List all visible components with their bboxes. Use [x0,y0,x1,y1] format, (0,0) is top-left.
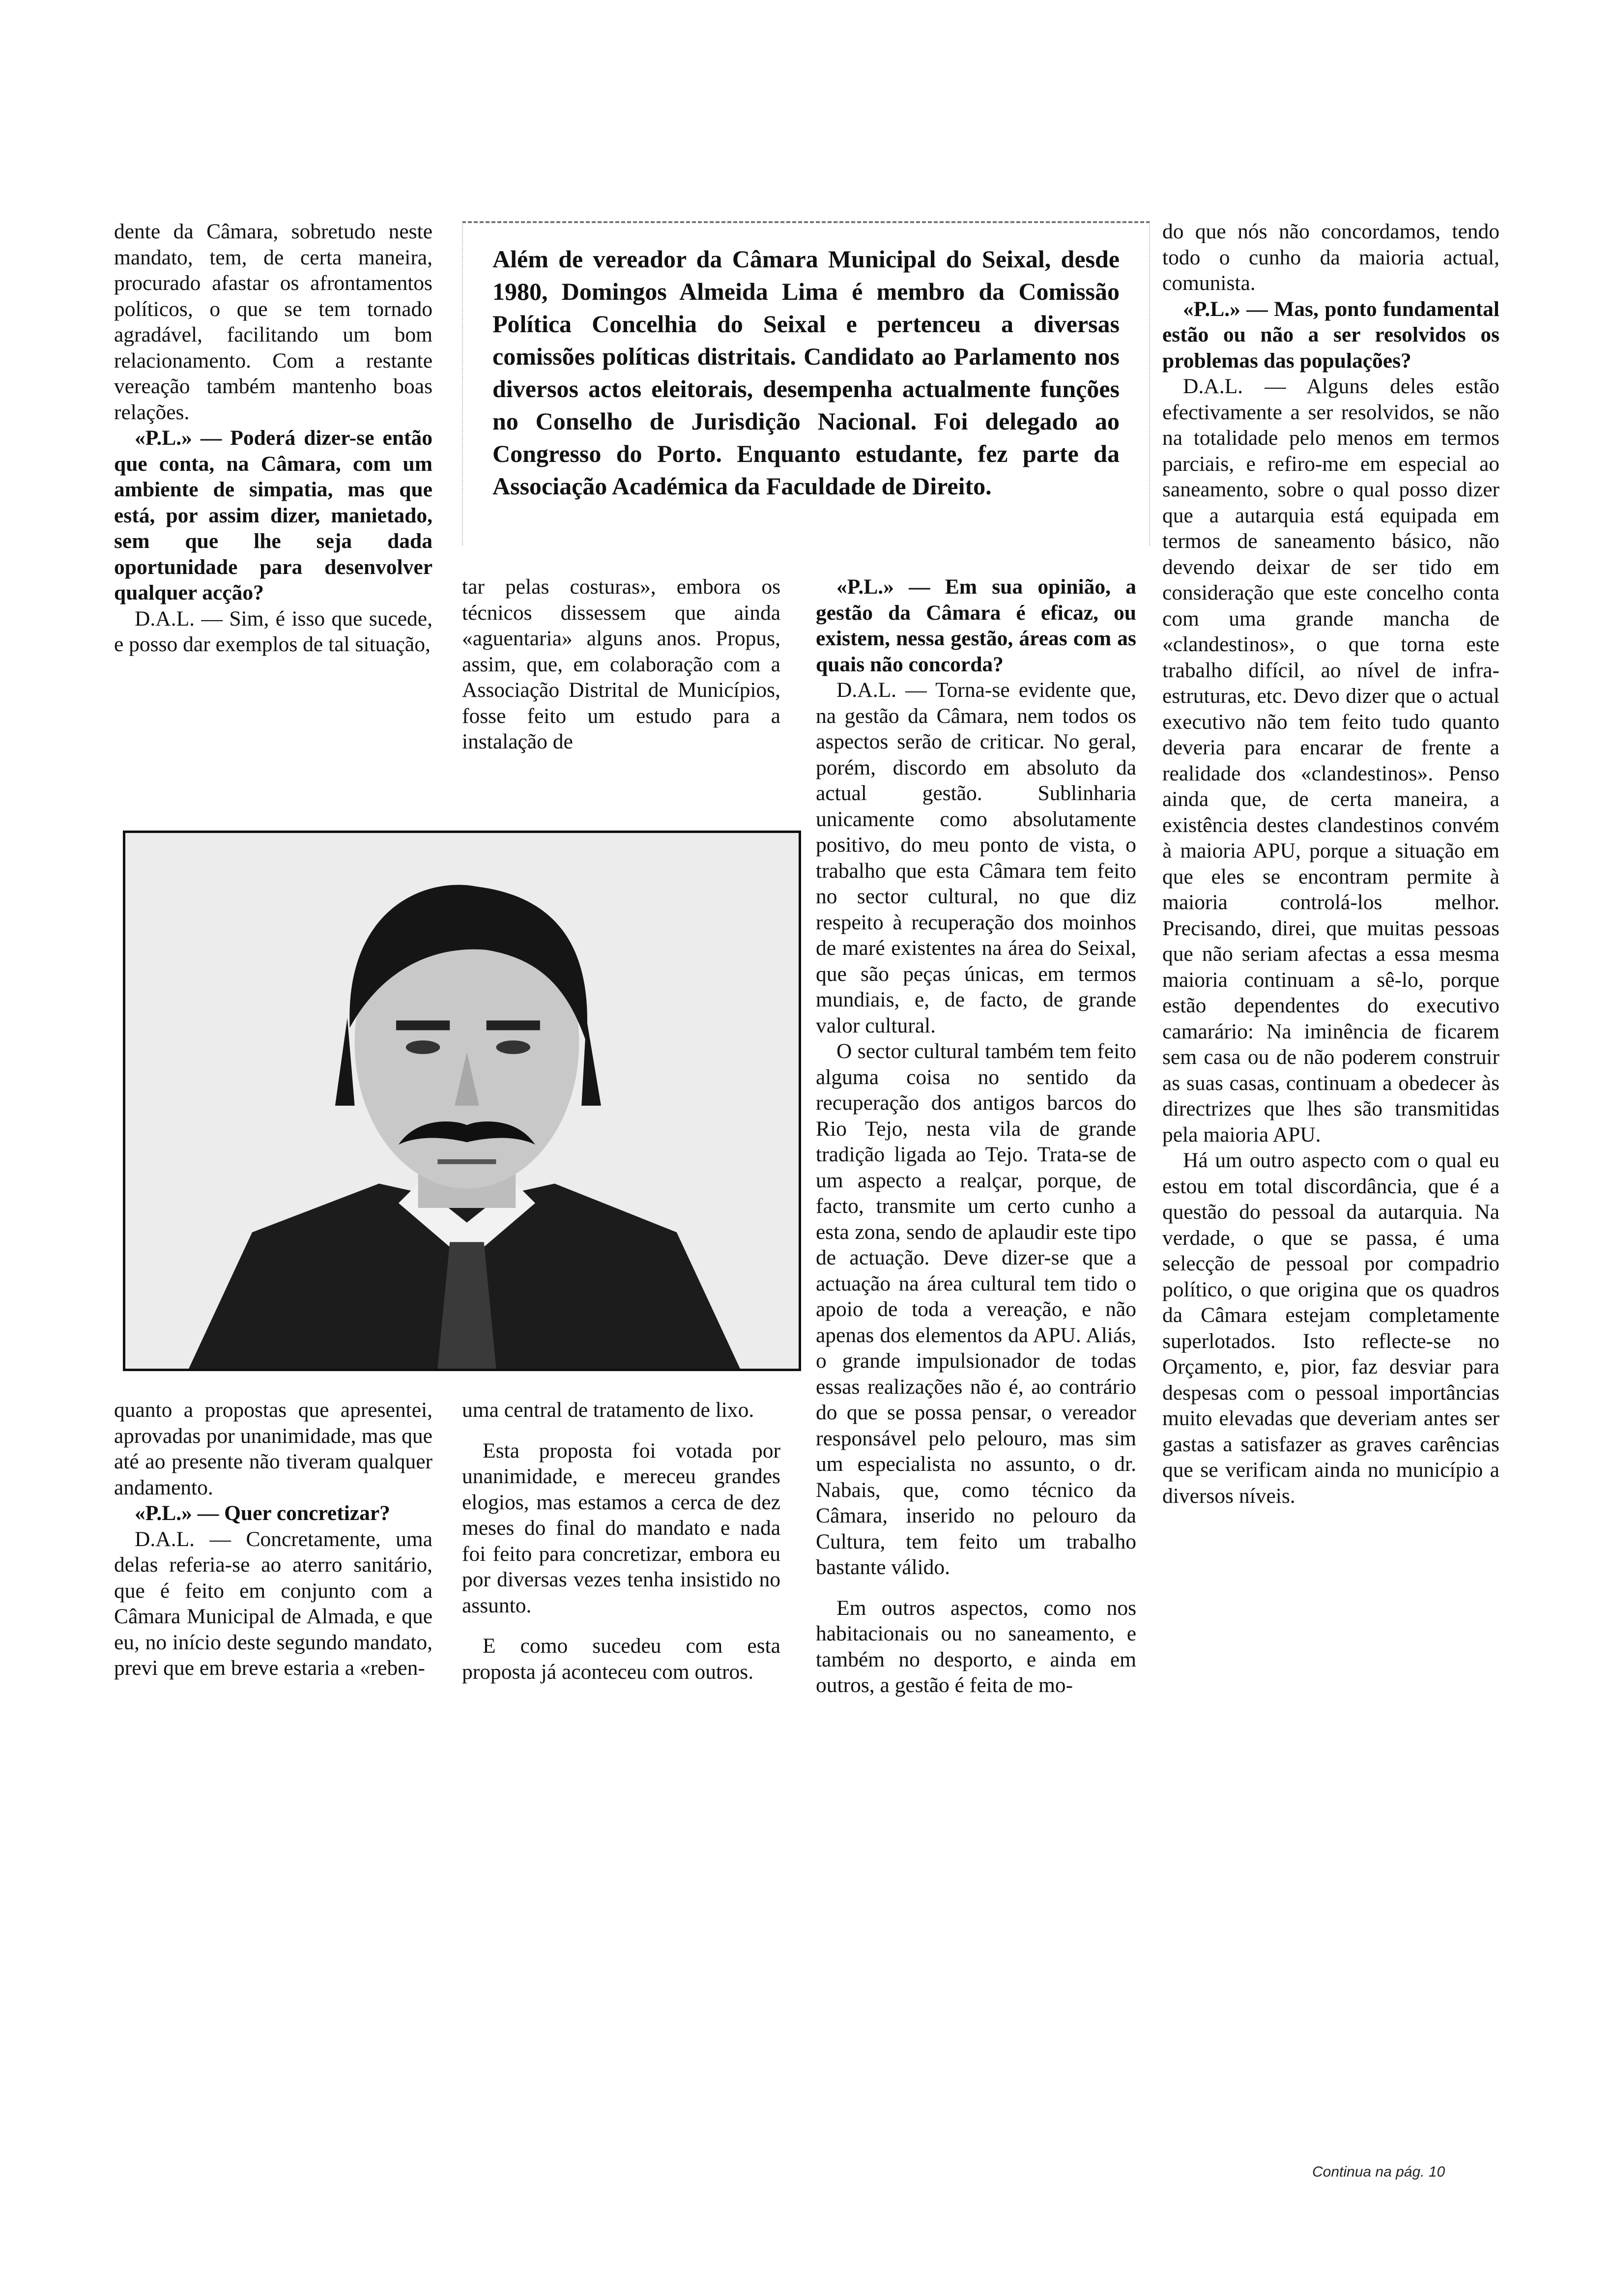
column-3 [816,574,1136,1698]
continued-note: Continua na pág. 10 [1312,2164,1445,2180]
bio-text: Além de vereador da Câmara Municipal do Seixal, desde 1980, Domingos Almeida Lima é membro da Comissão Política Concelhia do Seixal e pertenceu a diversas comissões políticas distritais. Candidato ao Parlamento nos diversos actos eleitorais, desempenha actualmente funções no Conselho de Jurisdição Nacional. Foi delegado ao Congresso do Porto. Enquanto estudante, fez parte da Associação Académica da Faculdade de Direito. [492,245,1120,500]
paragraph: tar pelas costuras», embora os técnicos dissessem que ainda «aguentaria» alguns anos. Propus, assim, que, em colaboração com a Associação Distrital de Municípios, fosse feito um estudo para a instalação de [462,575,780,753]
bio-box [462,221,1150,545]
paragraph: O sector cultural também tem feito alguma coisa no sentido da recuperação dos antigos barcos do Rio Tejo, nesta vila de grande tradição ligada ao Tejo. Trata-se de um aspecto a realçar, porque, de facto, transmite um certo cunho a esta zona, sendo de aplaudir este tipo de actuação. Deve dizer-se que a actuação na área cultural tem tido o apoio de toda a vereação, e não apenas dos elementos da APU. Aliás, o grande impulsionador de todas essas realizações não é, ao contrário do que se possa pensar, o vereador responsável pelo pelouro, mas sim um especialista no assunto, o dr. Nabais, que, como técnico da Câmara, inserido no pelouro da Cultura, tem feito um trabalho bastante válido. [816,1039,1136,1579]
paragraph: Há um outro aspecto com o qual eu estou em total discordância, que é a questão do pessoal da autarquia. Na verdade, o que se passa, é uma selecção de pessoal por compadrio político, o que origina que os quadros da Câmara estejam completamente superlotados. Isto reflecte-se no Orçamento, e, pior, faz desviar para despesas com o pessoal importâncias muito elevadas que deveriam antes ser gastas a satisfazer as graves carências que se verificam ainda no município a diversos níveis. [1162,1148,1499,1508]
column-2-top [462,574,780,755]
paragraph: Em outros aspectos, como nos habitacionais ou no saneamento, e também no desporto, e ainda em outros, a gestão é feita de mo- [816,1596,1136,1697]
paragraph: E como sucedeu com esta proposta já aconteceu com outros. [462,1634,780,1684]
column-4 [1162,219,1499,1509]
portrait-photo-icon [125,833,799,1369]
paragraph: do que nós não concordamos, tendo todo o cunho da maioria actual, comunista. [1162,220,1499,295]
column-1-bottom [114,1397,432,1681]
paragraph: dente da Câmara, sobretudo neste mandato, tem, de certa maneira, procurado afastar os afrontamentos políticos, o que se tem tornado agradável, facilitando um bom relacionamento. Com a restante vereação também mantenho boas relações. [114,220,432,424]
portrait-photo [123,831,801,1371]
question: «P.L.» — Em sua opinião, a gestão da Câmara é eficaz, ou existem, nessa gestão, áreas com as quais não concorda? [816,575,1136,676]
question: «P.L.» — Poderá dizer-se então que conta, na Câmara, com um ambiente de simpatia, mas que está, por assim dizer, manietado, sem que lhe seja dada oportunidade para desenvolver qualquer acção? [114,426,432,604]
answer: D.A.L. — Alguns deles estão efectivamente a ser resolvidos, se não na totalidade pelo menos em termos parciais, e refiro-me em especial ao saneamento, sobre o qual posso dizer que a autarquia está equipada em termos de saneamento básico, não devendo deixar de ser tido em consideração que este concelho conta com uma grande mancha de «clandestinos», o que torna este trabalho difícil, ao nível de infra-estruturas, etc. Devo dizer que o actual executivo não tem feito tudo quanto deveria para encarar de frente a realidade dos «clandestinos». Penso ainda que, de certa maneira, a existência destes clandestinos convém à maioria APU, porque a situação em que eles se encontram permite à maioria controlá-los melhor. Precisando, direi, que muitas pessoas que não seriam afectas a essa mesma maioria continuam a sê-lo, porque estão dependentes do executivo camarário: Na iminência de ficarem sem casa ou de não poderem construir as suas casas, continuam a obedecer às directrizes que lhes são transmitidas pela maioria APU. [1162,374,1499,1147]
paragraph: uma central de tratamento de lixo. [462,1398,754,1422]
question: «P.L.» — Quer concretizar? [135,1501,390,1525]
answer: D.A.L. — Concretamente, uma delas referia-se ao aterro sanitário, que é feito em conjunto com a Câmara Municipal de Almada, e que eu, no início deste segundo mandato, previ que em breve estaria a «reben- [114,1527,432,1680]
column-2-bottom [462,1397,780,1685]
paragraph: Esta proposta foi votada por unanimidade, e mereceu grandes elogios, mas estamos a cerca de dez meses do final do mandato e nada foi feito para concretizar, embora eu por diversas vezes tenha insistido no assunto. [462,1438,780,1617]
question: «P.L.» — Mas, ponto fundamental estão ou não a ser resolvidos os problemas das populações? [1162,297,1499,373]
answer: D.A.L. — Torna-se evidente que, na gestão da Câmara, nem todos os aspectos serão de criticar. No geral, porém, discordo em absoluto da actual gestão. Sublinharia unicamente como absolutamente positivo, do meu ponto de vista, o trabalho que esta Câmara tem feito no sector cultural, no que diz respeito à recuperação dos moinhos de maré existentes na área do Seixal, que são peças únicas, em termos mundiais, e, de facto, de grande valor cultural. [816,678,1136,1037]
paragraph: quanto a propostas que apresentei, aprovadas por unanimidade, mas que até ao presente não tiveram qualquer andamento. [114,1398,432,1499]
answer: D.A.L. — Sim, é isso que sucede, e posso dar exemplos de tal situação, [114,606,432,656]
column-1-top [114,219,432,658]
